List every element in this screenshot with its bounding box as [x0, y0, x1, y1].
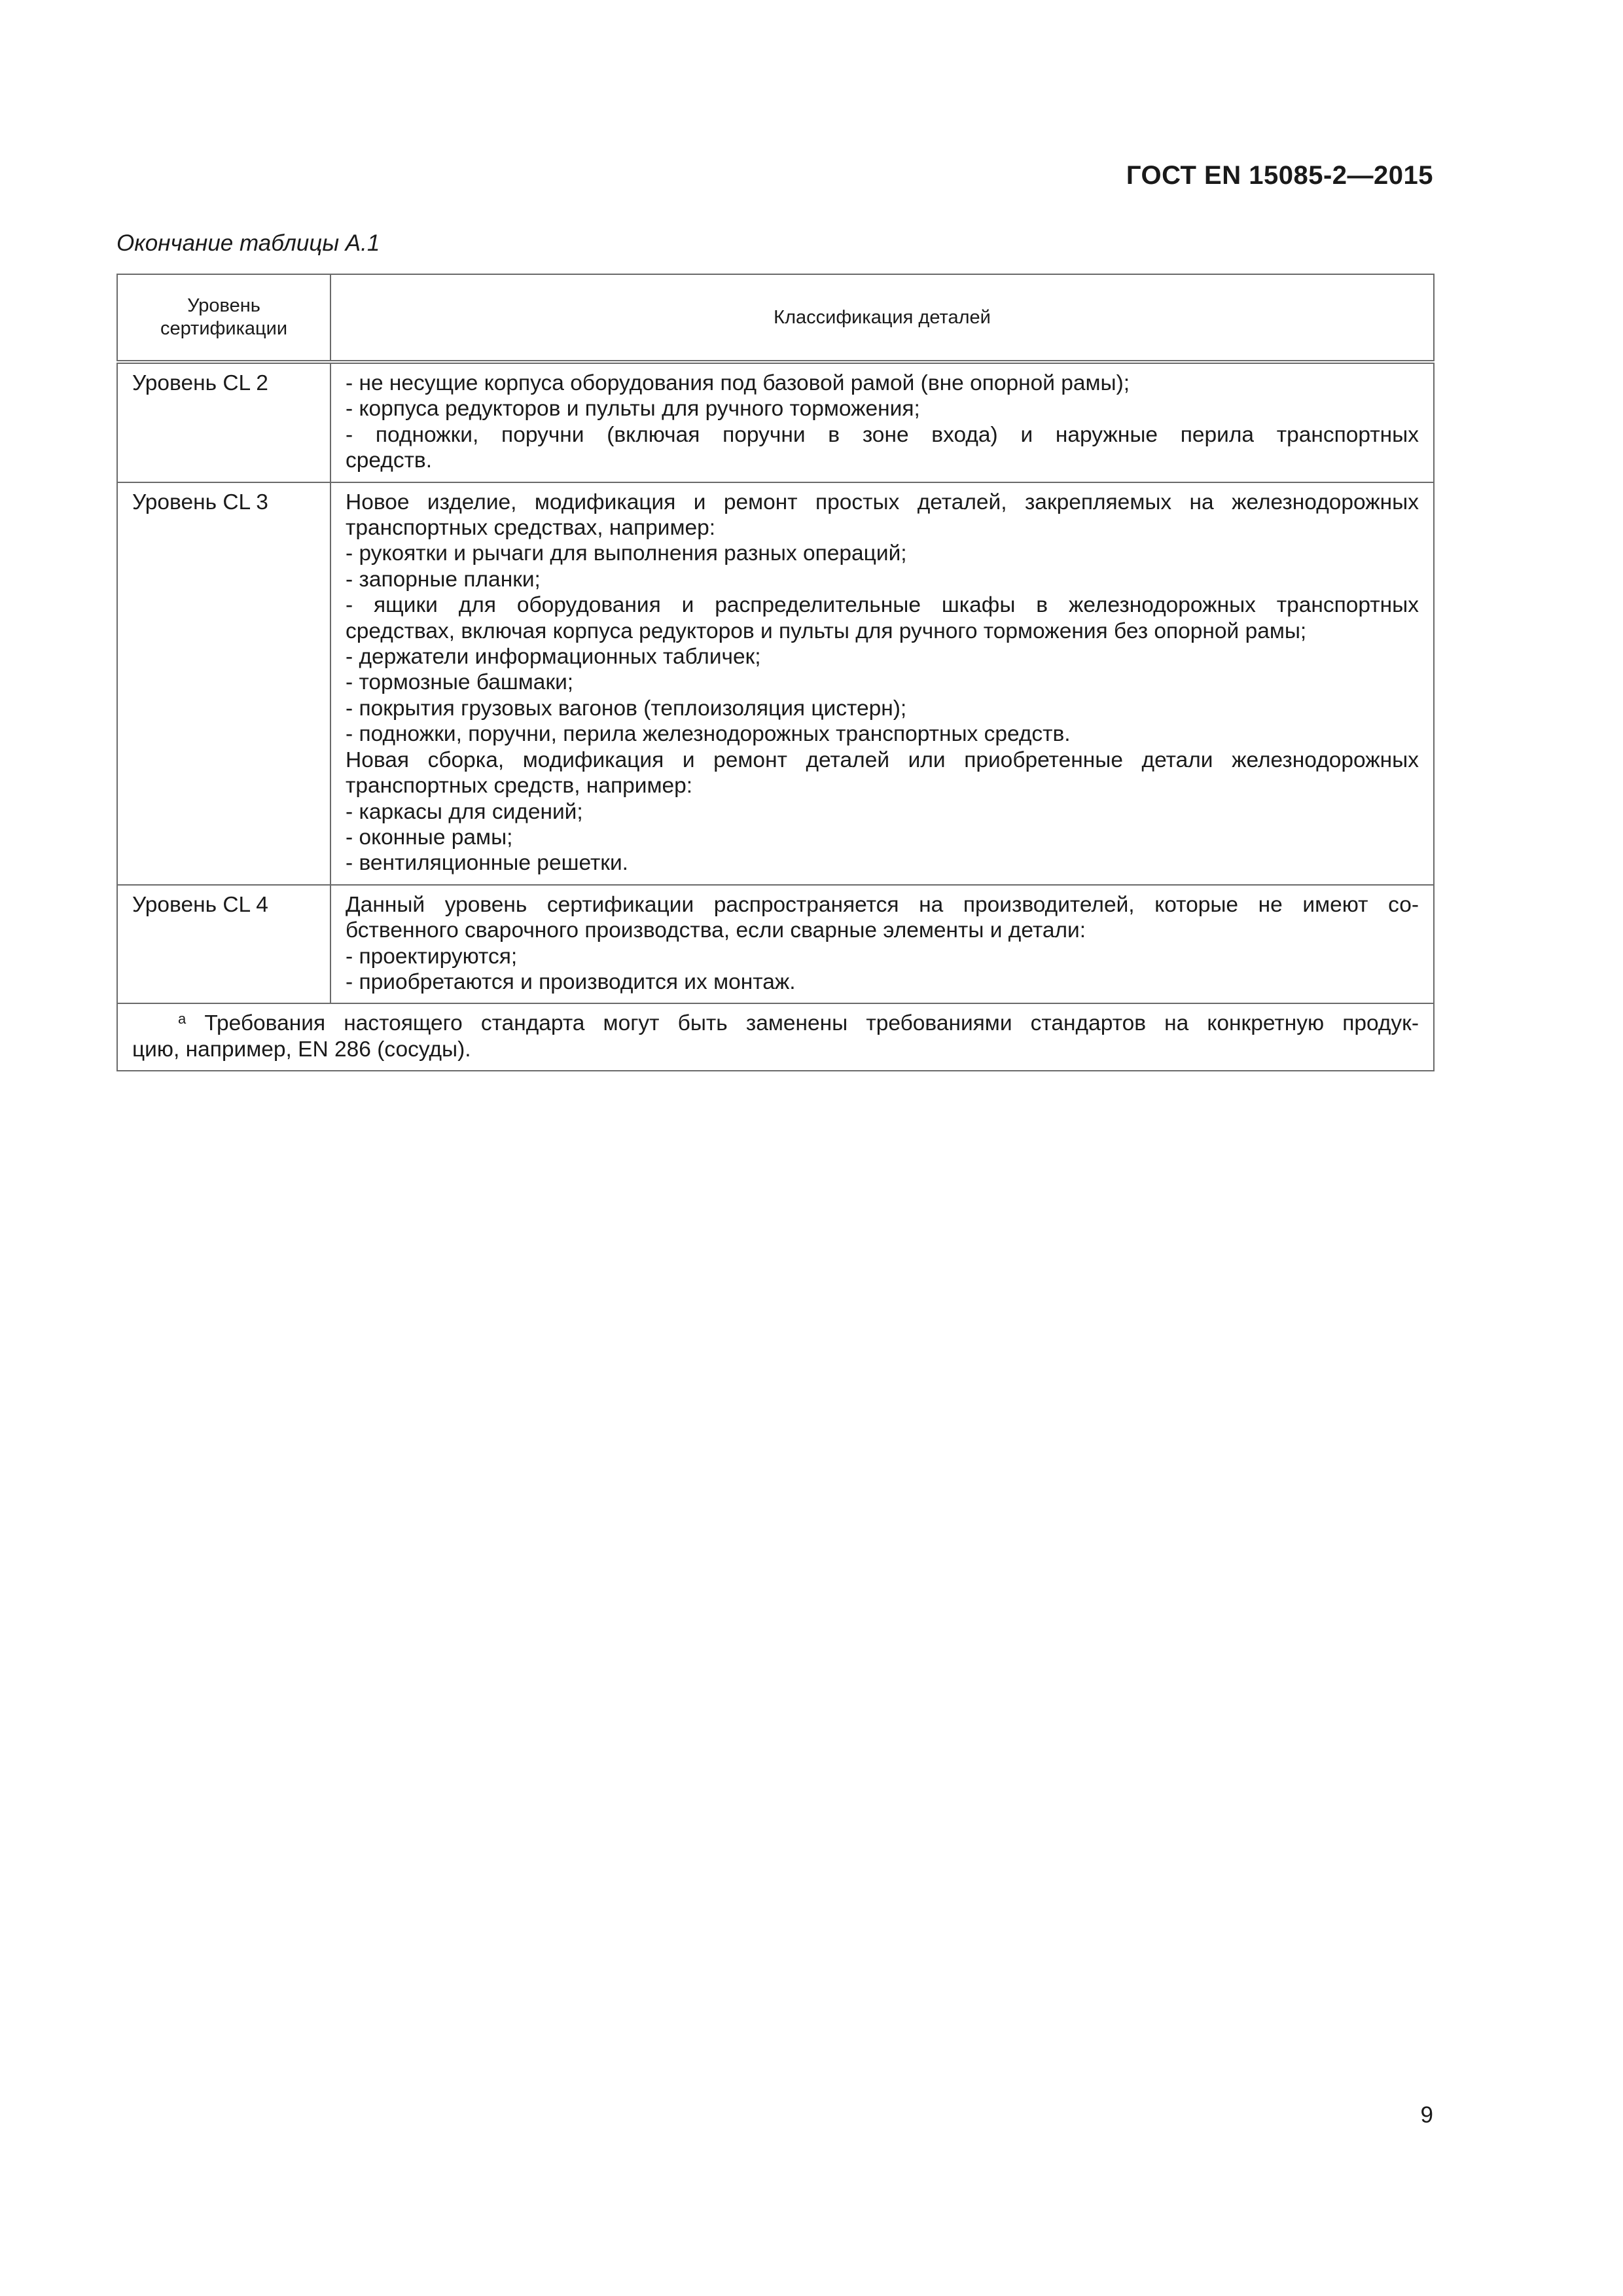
- footnote-text: Требования настоящего стандарта могут быть заменены требованиями стандартов на конкретную продук-: [204, 1011, 1419, 1036]
- classification-cell: [330, 482, 1434, 885]
- text-line: средствах, включая корпуса редукторов и пульты для ручного торможения без опорной рамы;: [346, 619, 1307, 643]
- column-header-level: [117, 274, 330, 362]
- table-row: [117, 362, 1434, 482]
- classification-cell: [330, 885, 1434, 1004]
- text-line: - держатели информационных табличек;: [346, 645, 761, 670]
- text-line: средств.: [346, 448, 433, 473]
- text-line: - подножки, поручни, перила железнодорожных транспортных средств.: [346, 722, 1071, 747]
- column-header-level-line: сертификации: [160, 318, 288, 339]
- text-line: - ящики для оборудования и распределительные шкафы в железнодорожных транспортных: [346, 593, 1419, 618]
- text-line: транспортных средств, например:: [346, 774, 693, 798]
- text-line: - запорные планки;: [346, 567, 541, 592]
- column-header-classification: Классификация деталей: [330, 274, 1434, 362]
- classification-cell: [330, 362, 1434, 482]
- text-line: бственного сварочного производства, если сварные элементы и детали:: [346, 918, 1086, 943]
- text-line: Новое изделие, модификация и ремонт простых деталей, закрепляемых на железнодорожных: [346, 490, 1419, 514]
- table-footnote-row: [117, 1003, 1434, 1071]
- text-line: транспортных средствах, например:: [346, 516, 716, 541]
- text-line: Новая сборка, модификация и ремонт деталей или приобретенные детали железнодорожных: [346, 747, 1419, 772]
- text-line: - покрытия грузовых вагонов (теплоизоляция цистерн);: [346, 696, 907, 721]
- table-caption: Окончание таблицы А.1: [116, 230, 380, 256]
- text-line: - проектируются;: [346, 944, 518, 969]
- text-line: - корпуса редукторов и пульты для ручного торможения;: [346, 397, 920, 422]
- level-cell: Уровень CL 2: [117, 362, 330, 482]
- text-line: - приобретаются и производится их монтаж.: [346, 969, 796, 994]
- level-cell: Уровень CL 4: [117, 885, 330, 1004]
- text-line: - оконные рамы;: [346, 825, 513, 850]
- footnote-line: [132, 1011, 1419, 1036]
- text-line: - не несущие корпуса оборудования под базовой рамой (вне опорной рамы);: [346, 371, 1130, 395]
- text-line: Данный уровень сертификации распространяется на производителей, которые не имеют со-: [346, 892, 1419, 917]
- column-header-level-line: Уровень: [187, 295, 260, 316]
- table-header-row: [117, 274, 1434, 362]
- text-line: - тормозные башмаки;: [346, 670, 574, 695]
- text-line: - вентиляционные решетки.: [346, 851, 628, 876]
- document-header: ГОСТ EN 15085-2—2015: [1126, 161, 1433, 190]
- table-row: [117, 885, 1434, 1004]
- classification-table: [116, 274, 1435, 1071]
- text-line: - подножки, поручни (включая поручни в зоне входа) и наружные перила транспортных: [346, 422, 1419, 447]
- text-line: - рукоятки и рычаги для выполнения разных операций;: [346, 541, 907, 566]
- footnote-line: цию, например, EN 286 (сосуды).: [132, 1037, 471, 1062]
- classification-table-container: [116, 274, 1433, 1071]
- page-number: 9: [1420, 2102, 1433, 2128]
- table-row: [117, 482, 1434, 885]
- level-cell: Уровень CL 3: [117, 482, 330, 885]
- table-footnote: [117, 1003, 1434, 1071]
- footnote-marker: а: [178, 1011, 187, 1028]
- text-line: - каркасы для сидений;: [346, 799, 583, 824]
